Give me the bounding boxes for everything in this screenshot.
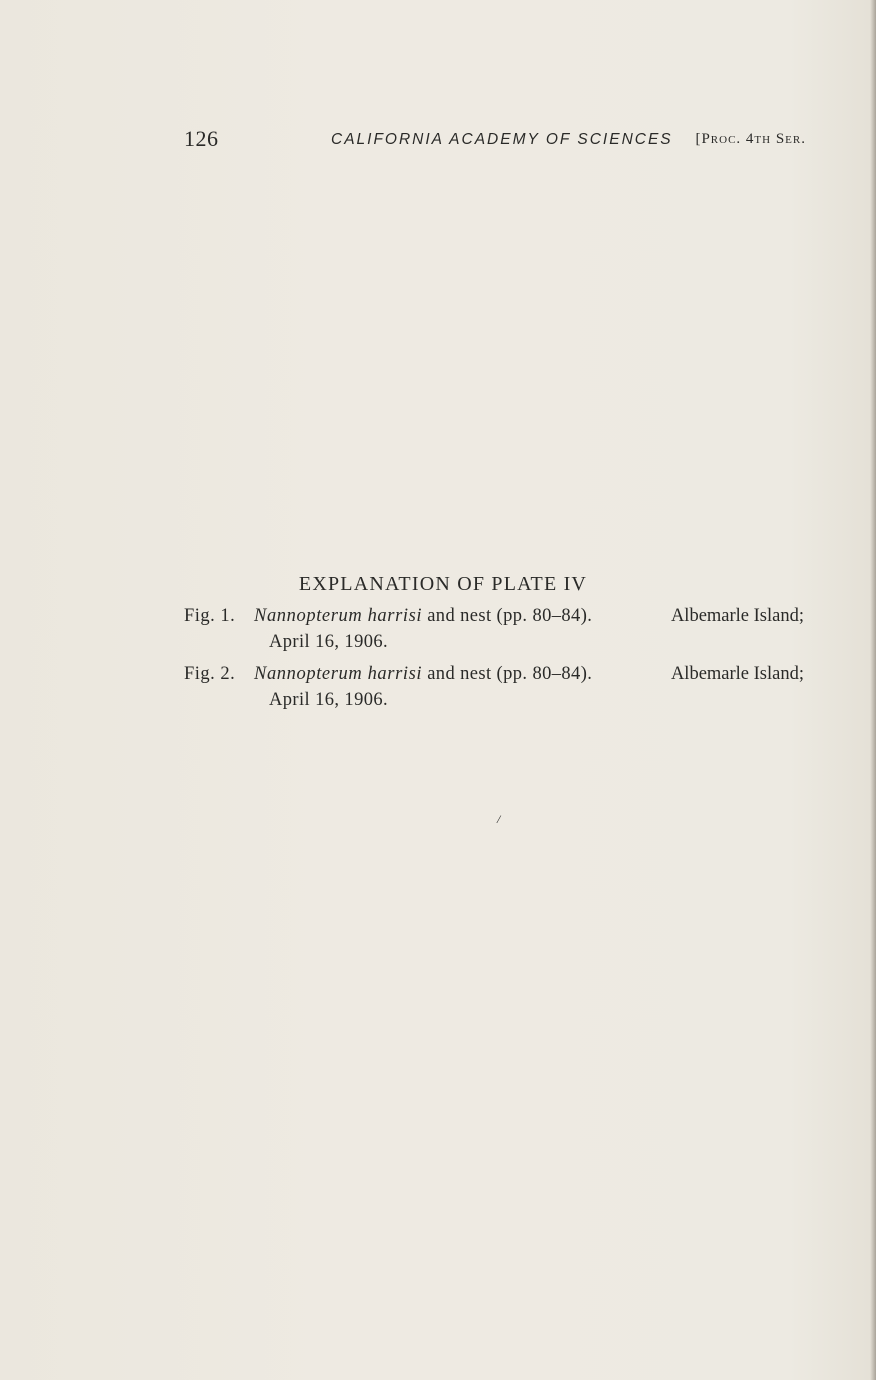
series-label: [Proc. 4th Ser.: [695, 131, 806, 147]
caption-date: April 16, 1906.: [269, 632, 389, 652]
page-header: [184, 126, 806, 156]
caption-location: Albemarle Island;: [670, 606, 804, 626]
figure-label: Fig. 1.: [184, 606, 236, 626]
caption-line: [254, 661, 804, 687]
plate-title: EXPLANATION OF PLATE IV: [298, 573, 588, 595]
caption-text: and nest (pp. 80–84).: [427, 606, 593, 626]
caption-line: [254, 603, 804, 629]
page-edge-shadow: [870, 0, 876, 1380]
caption-location: Albemarle Island;: [670, 664, 804, 684]
figure-label: Fig. 2.: [184, 664, 236, 684]
caption-text: and nest (pp. 80–84).: [427, 664, 593, 684]
page-number: 126: [184, 126, 219, 151]
species-name: Nannopterum harrisi: [254, 664, 423, 684]
species-name: Nannopterum harrisi: [254, 606, 423, 626]
running-title: CALIFORNIA ACADEMY OF SCIENCES: [331, 131, 673, 148]
caption-date: April 16, 1906.: [269, 690, 389, 710]
paper-speck: /: [497, 812, 501, 826]
